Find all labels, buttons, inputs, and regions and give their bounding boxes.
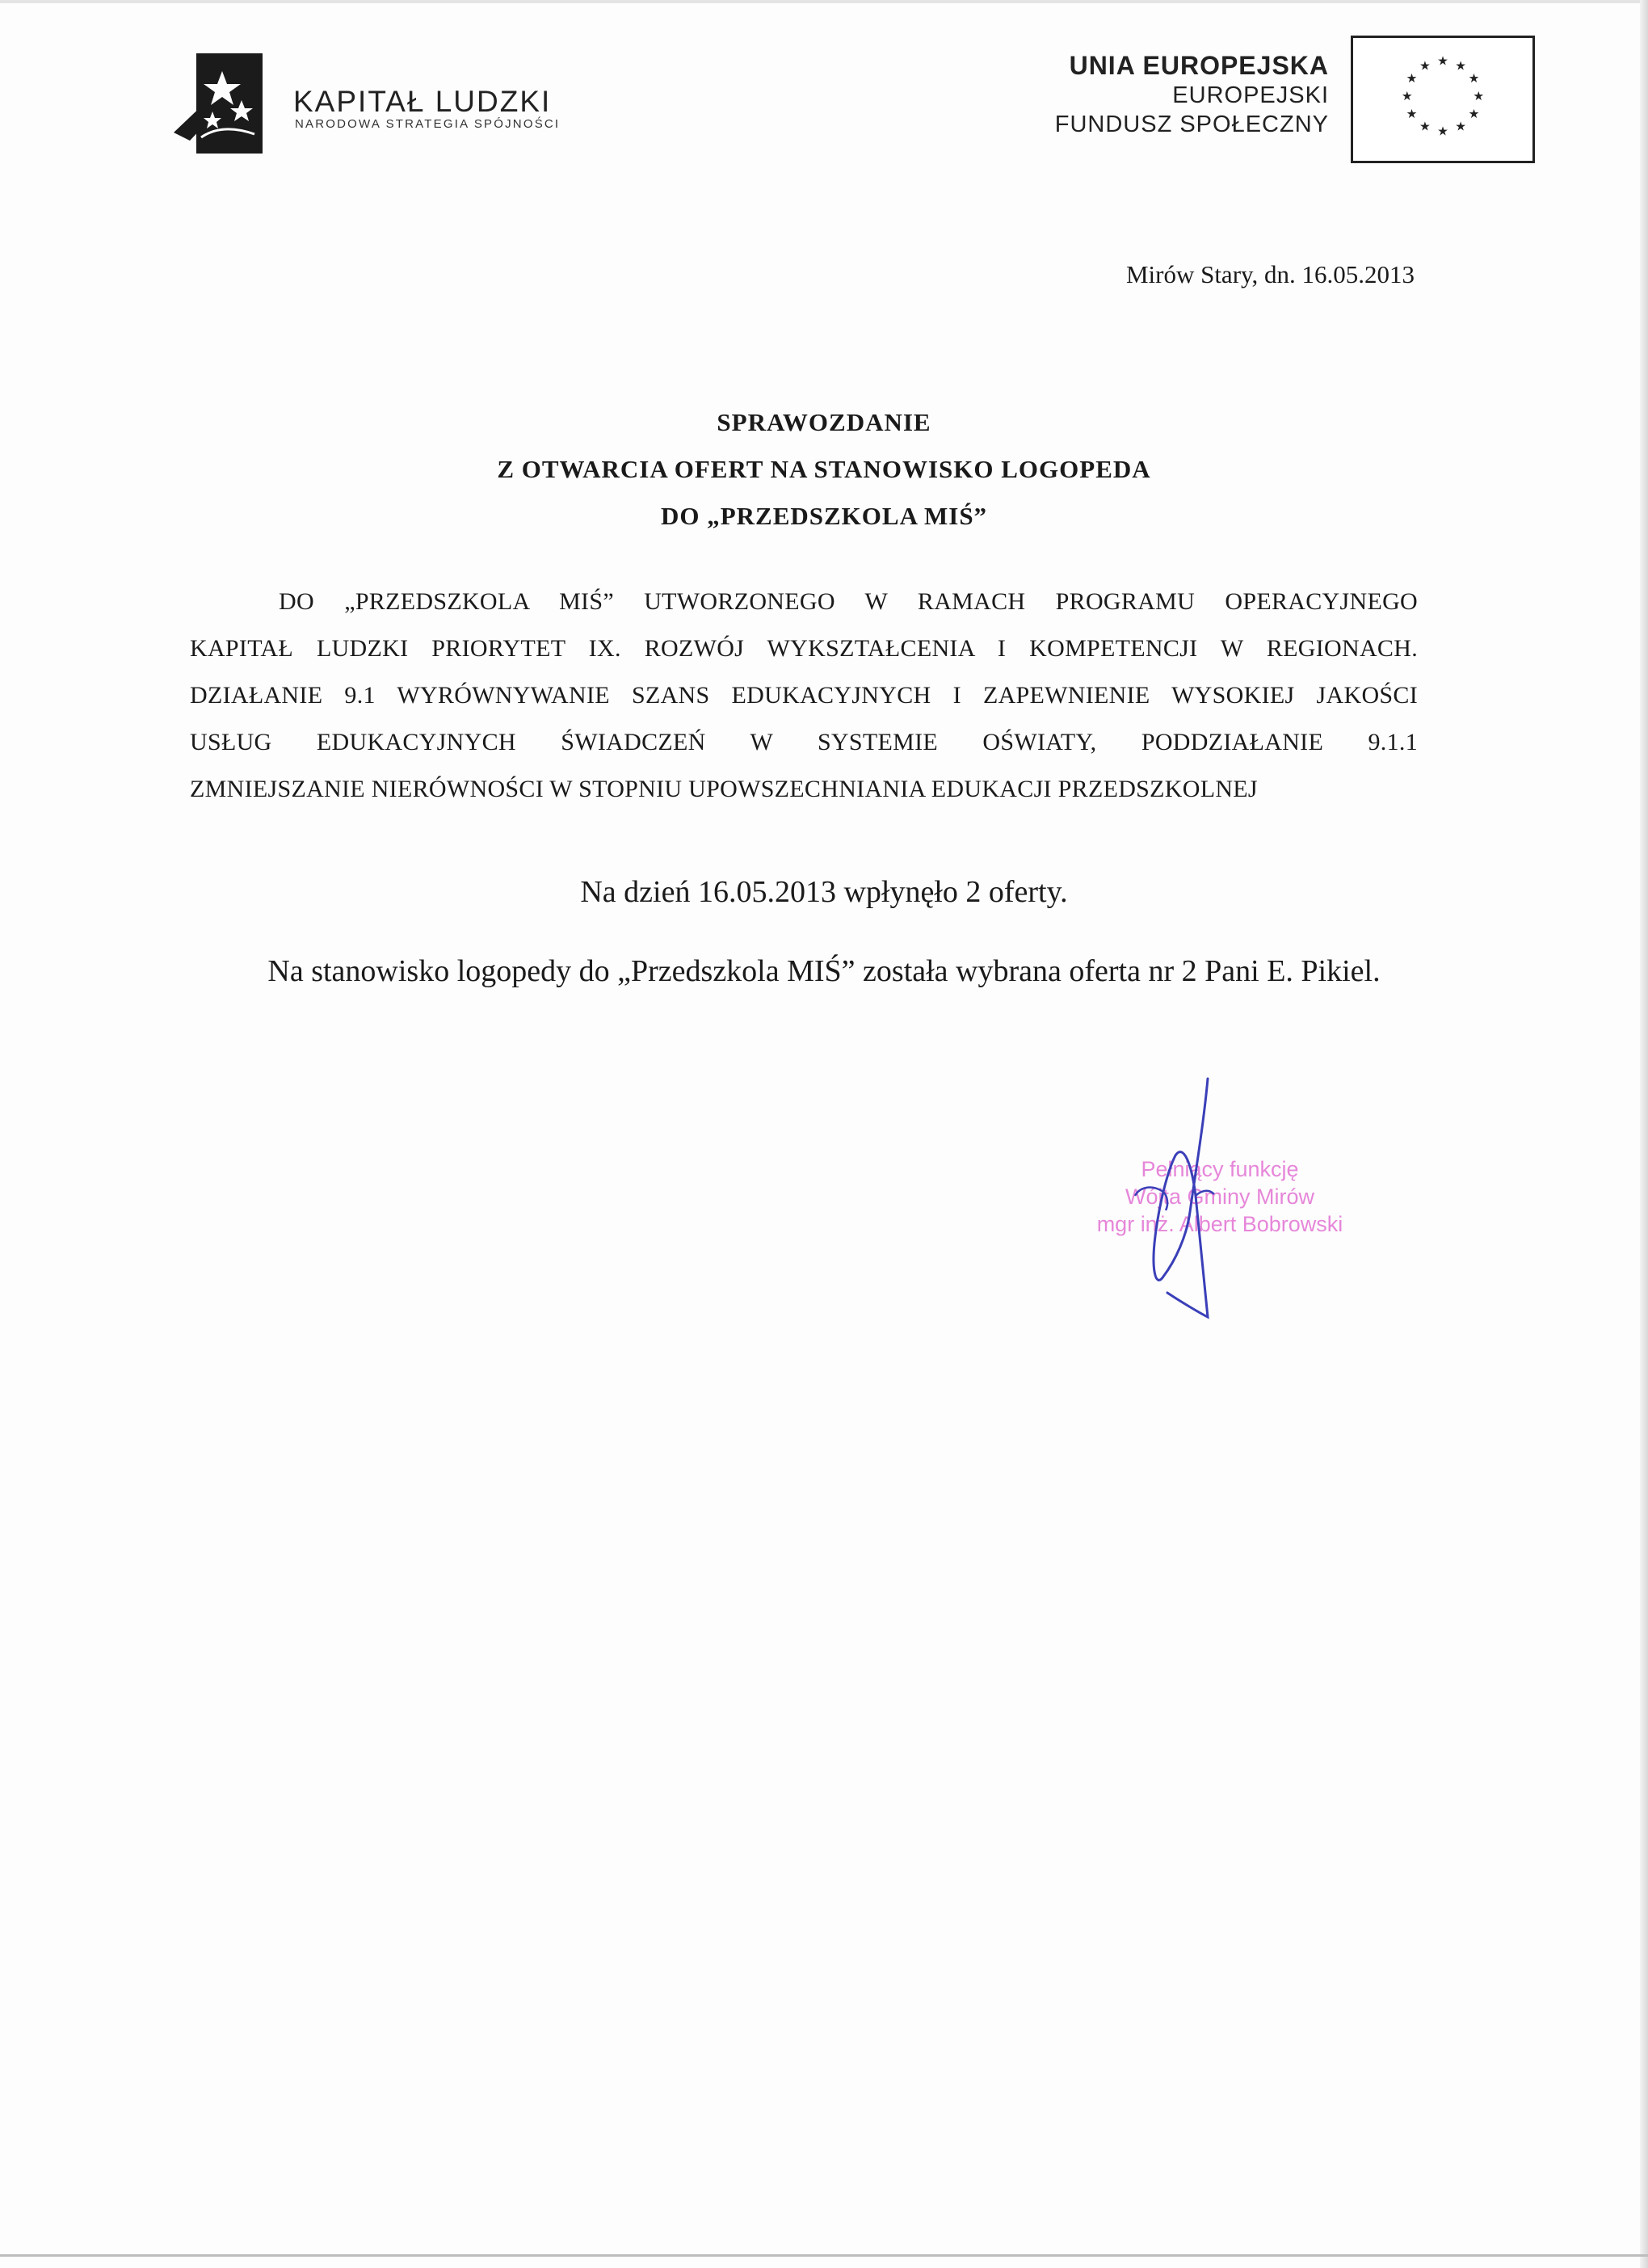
scan-edge-top bbox=[0, 0, 1648, 3]
body-line-4: USŁUG EDUKACYJNYCH ŚWIADCZEŃ W SYSTEMIE OŚWIATY, PODDZIAŁANIE 9.1.1 bbox=[190, 729, 1418, 755]
svg-text:★: ★ bbox=[1468, 70, 1480, 86]
kapital-ludzki-subtitle: NARODOWA STRATEGIA SPÓJNOŚCI bbox=[295, 117, 561, 131]
svg-text:★: ★ bbox=[1419, 58, 1431, 74]
scan-bottom-edge bbox=[0, 2254, 1648, 2257]
heading-line-1: SPRAWOZDANIE bbox=[717, 408, 931, 436]
heading-line-3: DO „PRZEDSZKOLA MIŚ” bbox=[660, 502, 988, 530]
svg-text:★: ★ bbox=[1419, 119, 1431, 134]
stamp-line-2: Wójta Gminy Mirów bbox=[1125, 1184, 1315, 1209]
stamp-line-1: Pełniący funkcję bbox=[1141, 1157, 1299, 1181]
eu-flag-icon bbox=[1351, 36, 1535, 163]
body-line-1: DO „PRZEDSZKOLA MIŚ” UTWORZONEGO W RAMACH PROGRAMU OPERACYJNEGO bbox=[279, 588, 1418, 615]
stamp-line-3: mgr inż. Albert Bobrowski bbox=[1096, 1212, 1343, 1236]
svg-text:★: ★ bbox=[1468, 107, 1480, 122]
eu-logo-text bbox=[1055, 50, 1329, 139]
body-line-5: ZMNIEJSZANIE NIERÓWNOŚCI W STOPNIU UPOWSZECHNIANIA EDUKACJI PRZEDSZKOLNEJ bbox=[190, 776, 1258, 802]
heading-line-2: Z OTWARCIA OFERT NA STANOWISKO LOGOPEDA bbox=[497, 455, 1151, 483]
eu-line-2: EUROPEJSKI bbox=[1172, 82, 1329, 108]
svg-text:★: ★ bbox=[1437, 53, 1448, 69]
svg-text:★: ★ bbox=[1455, 119, 1467, 134]
document-date: Mirów Stary, dn. 16.05.2013 bbox=[1125, 260, 1415, 288]
body-line-3: DZIAŁANIE 9.1 WYRÓWNYWANIE SZANS EDUKACYJNYCH I ZAPEWNIENIE WYSOKIEJ JAKOŚCI bbox=[190, 682, 1418, 709]
svg-text:★: ★ bbox=[1406, 107, 1418, 122]
kapital-ludzki-logo-icon bbox=[174, 53, 263, 154]
handwritten-signature-icon bbox=[1119, 1075, 1248, 1325]
svg-text:★: ★ bbox=[1401, 88, 1413, 103]
eu-line-3: FUNDUSZ SPOŁECZNY bbox=[1054, 112, 1329, 137]
scan-edge-right bbox=[1640, 0, 1648, 2268]
svg-text:★: ★ bbox=[1473, 88, 1485, 103]
svg-text:★: ★ bbox=[1455, 58, 1467, 74]
selected-offer-statement: Na stanowisko logopedy do „Przedszkola MIŚ” została wybrana oferta nr 2 Pani E. Pikiel. bbox=[267, 954, 1381, 988]
svg-text:★: ★ bbox=[1437, 124, 1448, 139]
offers-received-statement: Na dzień 16.05.2013 wpłynęło 2 oferty. bbox=[580, 875, 1068, 909]
body-line-2: KAPITAŁ LUDZKI PRIORYTET IX. ROZWÓJ WYKSZTAŁCENIA I KOMPETENCJI W REGIONACH. bbox=[190, 635, 1418, 662]
kapital-ludzki-title: KAPITAŁ LUDZKI bbox=[293, 85, 552, 118]
eu-line-1: UNIA EUROPEJSKA bbox=[1069, 51, 1329, 80]
svg-text:★: ★ bbox=[1406, 70, 1418, 86]
